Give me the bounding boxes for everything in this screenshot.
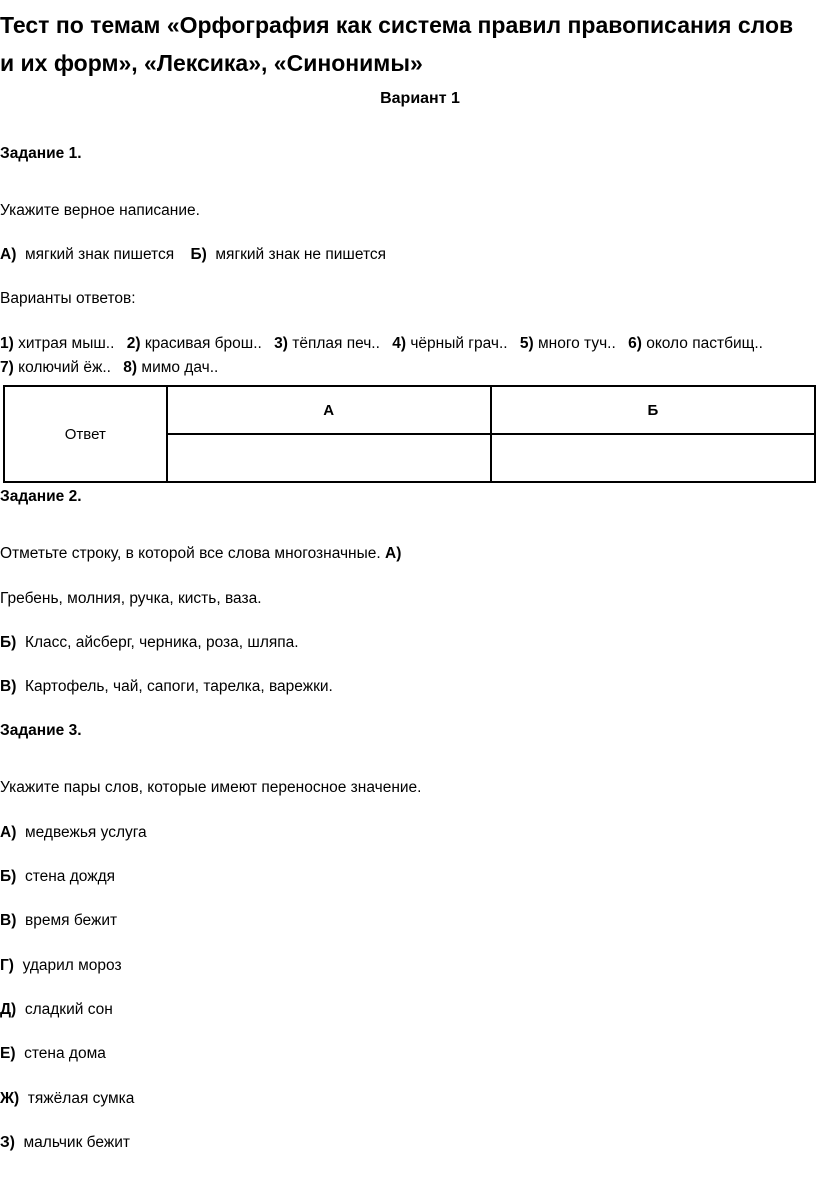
- task1-option-a-label: А): [0, 246, 17, 263]
- item-number: 8): [123, 359, 138, 376]
- option-label: В): [0, 912, 17, 929]
- task1-option-b-text: мягкий знак не пишется: [215, 246, 387, 263]
- item-number: 3): [274, 335, 288, 352]
- item-text: много туч..: [537, 335, 616, 352]
- task1-option-b-label: Б): [190, 246, 207, 263]
- task3-option: [0, 1045, 106, 1063]
- option-label: Б): [0, 868, 17, 885]
- option-text: мальчик бежит: [23, 1134, 130, 1151]
- task3-option: [0, 1134, 130, 1152]
- item-text: мимо дач..: [141, 359, 219, 376]
- variant-heading: Вариант 1: [380, 90, 460, 107]
- item-text: хитрая мыш..: [18, 335, 115, 352]
- answer-cell-b[interactable]: [491, 434, 815, 482]
- option-label: Ж): [0, 1090, 20, 1107]
- answer-cell-a[interactable]: [167, 434, 491, 482]
- task2-option-a-text: Гребень, молния, ручка, кисть, ваза.: [0, 590, 262, 607]
- option-label: Д): [0, 1001, 17, 1018]
- task2-option-b-text: Класс, айсберг, черника, роза, шляпа.: [24, 634, 299, 651]
- task1-items-row-1: [0, 335, 763, 353]
- item-text: тёплая печ..: [292, 335, 380, 352]
- item-number: 2): [126, 335, 141, 352]
- item-text: колючий ёж..: [18, 359, 111, 376]
- task3-option: [0, 912, 117, 930]
- task1-answers-label: Варианты ответов:: [0, 290, 136, 307]
- option-text: время бежит: [24, 912, 118, 929]
- answer-column-b: Б: [491, 386, 815, 434]
- document-title: [0, 6, 793, 82]
- answer-table: [3, 385, 816, 483]
- option-label: Е): [0, 1045, 16, 1062]
- item-number: 7): [0, 359, 14, 376]
- task2-option-c-text: Картофель, чай, сапоги, тарелка, варежки.: [24, 678, 333, 695]
- title-line-2: и их форм», «Лексика», «Синонимы»: [0, 50, 423, 76]
- task2-option-b-label: Б): [0, 634, 17, 651]
- option-text: сладкий сон: [24, 1001, 113, 1018]
- answer-row-label: Ответ: [4, 386, 167, 482]
- item-text: чёрный грач..: [410, 335, 508, 352]
- task1-instruction: Укажите верное написание.: [0, 202, 200, 219]
- option-label: А): [0, 824, 17, 841]
- task1-options: [0, 246, 386, 264]
- task2-heading: Задание 2.: [0, 488, 82, 505]
- task1-option-a-text: мягкий знак пишется: [24, 246, 175, 263]
- task3-instruction: Укажите пары слов, которые имеют переносное значение.: [0, 779, 422, 796]
- task2-instruction: Отметьте строку, в которой все слова многозначные.: [0, 545, 381, 562]
- item-text: около пастбищ..: [646, 335, 763, 352]
- option-text: стена дождя: [24, 868, 116, 885]
- item-number: 1): [0, 335, 14, 352]
- task3-option: [0, 868, 115, 886]
- task1-items-row-2: [0, 359, 218, 377]
- task1-heading: Задание 1.: [0, 145, 82, 162]
- task2-option-b: [0, 634, 299, 652]
- task3-option: [0, 1090, 134, 1108]
- option-text: тяжёлая сумка: [27, 1090, 135, 1107]
- item-number: 5): [519, 335, 534, 352]
- task2-option-a-label: А): [385, 545, 402, 562]
- task3-heading: Задание 3.: [0, 722, 82, 739]
- task2-instruction-line: [0, 545, 401, 563]
- task2-option-c-label: В): [0, 678, 17, 695]
- answer-column-a: А: [167, 386, 491, 434]
- option-label: Г): [0, 957, 14, 974]
- option-text: медвежья услуга: [24, 824, 147, 841]
- item-text: красивая брош..: [144, 335, 262, 352]
- task3-option: [0, 824, 147, 842]
- title-line-1: Тест по темам «Орфография как система правил правописания слов: [0, 12, 794, 38]
- task3-option: [0, 957, 122, 975]
- item-number: 6): [628, 335, 642, 352]
- option-text: стена дома: [24, 1045, 106, 1062]
- option-text: ударил мороз: [22, 957, 122, 974]
- task3-option: [0, 1001, 113, 1019]
- option-label: З): [0, 1134, 15, 1151]
- item-number: 4): [392, 335, 407, 352]
- task2-option-c: [0, 678, 333, 696]
